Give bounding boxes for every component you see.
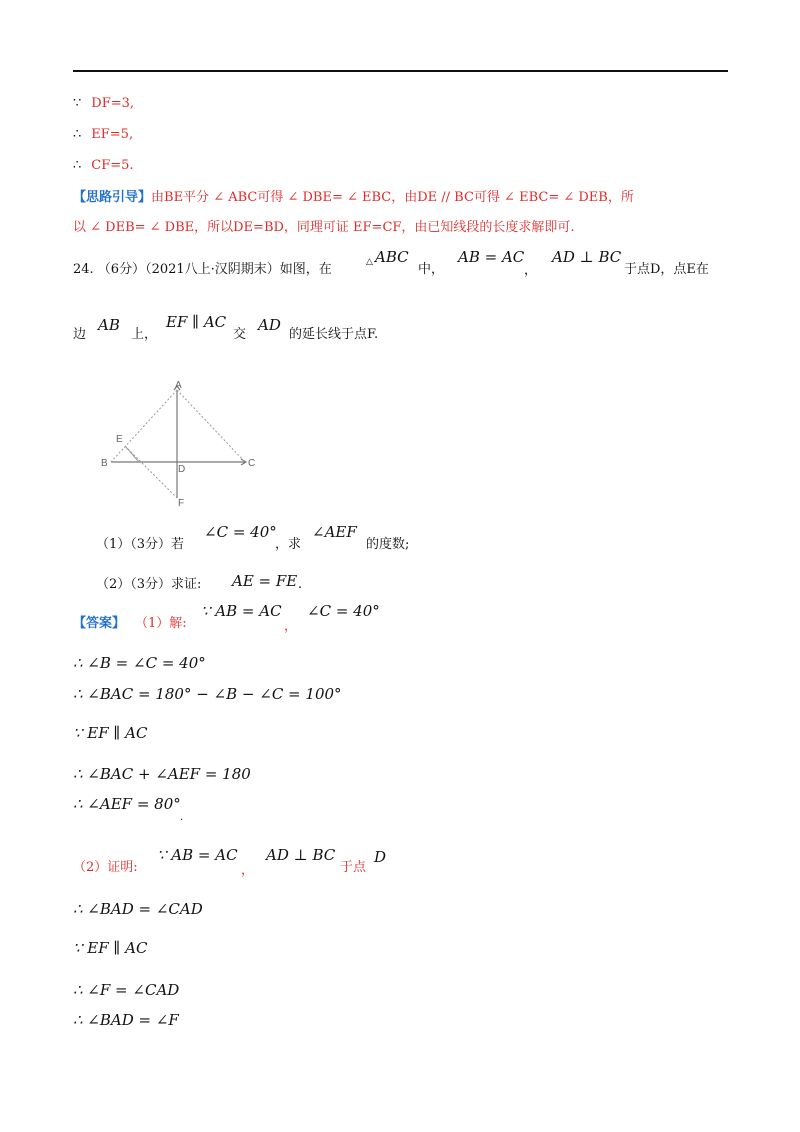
q2-end: . [298, 577, 303, 592]
hint-label: 【思路引导】 [73, 190, 152, 205]
segment-ac [177, 390, 245, 462]
step1-4: ∴ ∠BAC + ∠AEF = 180 [73, 765, 251, 783]
answer-part2-comma: ， [241, 863, 255, 878]
answer-part1-prefix: （1）解: [135, 616, 187, 631]
label-b: B [101, 458, 108, 469]
geometry-figure [92, 378, 272, 508]
answer-part1-given2: ∠C = 40° [307, 602, 380, 620]
math-abc: ABC [375, 248, 409, 266]
step1-5: ∴ ∠AEF = 80° [73, 795, 181, 813]
problem-suffix: 于点D，点E在 [624, 262, 709, 277]
q2-target: AE = FE [232, 572, 298, 590]
answer-part2-given1: ∵ AB = AC [157, 846, 238, 864]
label-e: E [116, 434, 123, 445]
math-ab-eq-ac: AB = AC [458, 248, 525, 266]
segment-ef [125, 446, 177, 498]
problem-bian: 边 [73, 327, 87, 342]
label-a: A [175, 380, 182, 391]
math-ad: AD [258, 316, 281, 334]
problem-shang: 上， [131, 327, 158, 342]
math-ab: AB [98, 316, 120, 334]
problem-zhong: 中， [418, 262, 445, 277]
answer-part1-comma: ， [284, 619, 298, 634]
q1-mid: ，求 [275, 537, 302, 552]
q1-prefix: （1）（3分）若 [96, 537, 185, 552]
answer-part2-d: D [374, 848, 387, 866]
triangle-symbol: △ [366, 257, 373, 267]
segment-ab [111, 390, 177, 462]
q1-condition: ∠C = 40° [204, 523, 277, 541]
label-d: D [178, 464, 186, 475]
math-ad-perp-bc: AD ⊥ BC [552, 248, 622, 266]
math-ef-parallel-ac: EF ∥ AC [166, 313, 227, 331]
answer-part2-yudian: 于点 [340, 860, 367, 875]
step1-3: ∵ EF ∥ AC [73, 724, 148, 742]
problem-jiao: 交 [233, 327, 247, 342]
q1-end: 的度数; [366, 537, 410, 552]
problem-comma: ， [524, 263, 538, 278]
step1-2: ∴ ∠BAC = 180° − ∠B − ∠C = 100° [73, 685, 342, 703]
hint-line-1: 【思路引导】由BE平分 ∠ ABC可得 ∠ DBE= ∠ EBC，由DE // BC可得 ∠ EBC= ∠ DEB，所 [73, 190, 634, 205]
step2-2: ∵ EF ∥ AC [73, 939, 148, 957]
label-c: C [248, 458, 256, 469]
answer-part2-given2: AD ⊥ BC [266, 846, 336, 864]
hint-line-2: 以 ∠ DEB= ∠ DBE，所以DE=BD，同理可证 EF=CF，由已知线段的长度求解即可. [73, 220, 575, 235]
prev-line-1: ∵ DF=3, [73, 96, 135, 111]
step1-1: ∴ ∠B = ∠C = 40° [73, 654, 206, 672]
q2-prefix: （2）（3分）求证: [96, 577, 202, 592]
step2-4: ∴ ∠BAD = ∠F [73, 1011, 179, 1029]
answer-label: 【答案】 [73, 616, 126, 631]
prev-line-2: ∴ EF=5, [73, 127, 134, 142]
problem-prefix: 24. （6分）（2021八上·汉阴期末）如图，在 [73, 262, 332, 277]
header-rule [73, 70, 728, 72]
q1-target: ∠AEF [312, 523, 357, 541]
trailing-dot: . [180, 812, 184, 823]
prev-line-3: ∴ CF=5. [73, 158, 134, 173]
answer-part2-prefix: （2）证明: [73, 860, 138, 875]
step2-1: ∴ ∠BAD = ∠CAD [73, 900, 203, 918]
problem-line2-end: 的延长线于点F. [289, 327, 379, 342]
step2-3: ∴ ∠F = ∠CAD [73, 981, 180, 999]
label-f: F [178, 498, 185, 508]
segment-ed [125, 446, 139, 462]
answer-part1-given1: ∵ AB = AC [201, 602, 282, 620]
